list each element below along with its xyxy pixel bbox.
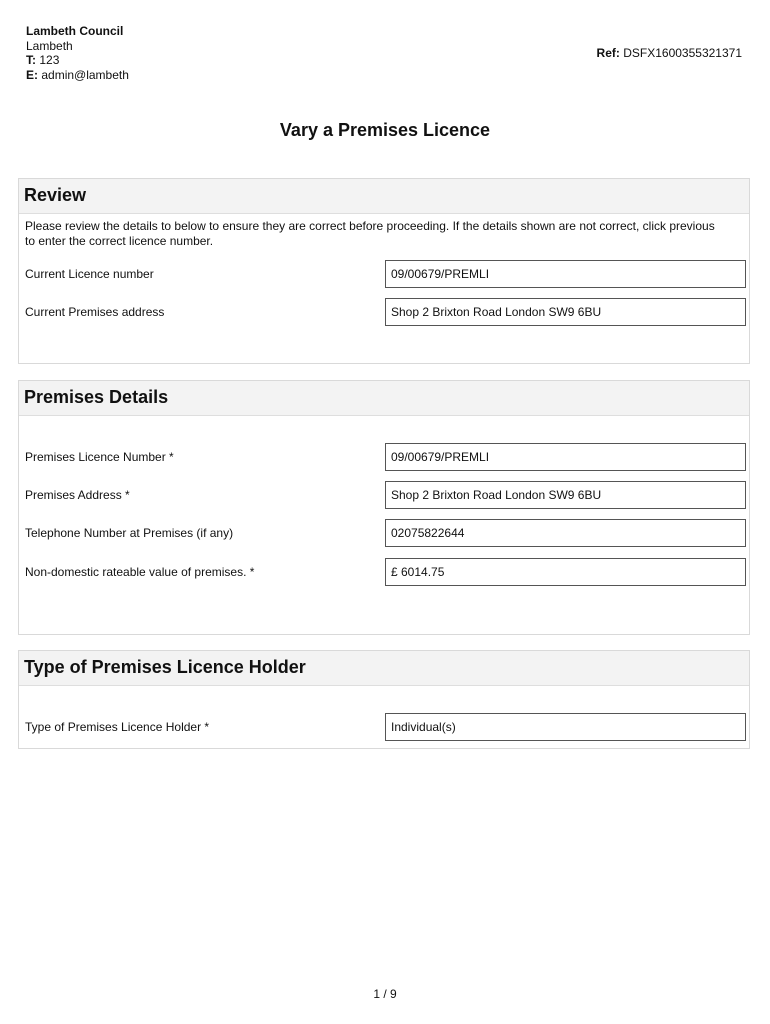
current-licence-number-field[interactable]: 09/00679/PREMLI bbox=[385, 260, 746, 288]
reference bbox=[597, 46, 742, 60]
council-name: Lambeth Council bbox=[26, 24, 124, 38]
field-label: Type of Premises Licence Holder * bbox=[25, 720, 210, 734]
premises-address-field[interactable]: Shop 2 Brixton Road London SW9 6BU bbox=[385, 481, 746, 509]
premises-telephone-field[interactable]: 02075822644 bbox=[385, 519, 746, 547]
premises-details-section bbox=[18, 380, 750, 635]
field-row-licence-number bbox=[19, 443, 749, 471]
field-label: Non-domestic rateable value of premises. * bbox=[25, 565, 255, 579]
licence-holder-section bbox=[18, 650, 750, 749]
ref-value: DSFX1600355321371 bbox=[623, 46, 742, 60]
review-intro: Please review the details to below to ensure they are correct before proceeding. If the details shown are not correct, click previous to enter the correct licence number. bbox=[25, 219, 715, 248]
email-value: admin@lambeth bbox=[41, 67, 129, 82]
field-label: Current Premises address bbox=[25, 305, 165, 319]
field-row-holder-type bbox=[19, 713, 749, 741]
council-phone bbox=[26, 53, 129, 68]
council-area: Lambeth bbox=[26, 38, 73, 53]
field-label: Current Licence number bbox=[25, 267, 154, 281]
field-row-current-licence bbox=[19, 260, 749, 288]
field-row-telephone bbox=[19, 519, 749, 547]
field-row-premises-address bbox=[19, 481, 749, 509]
council-email bbox=[26, 68, 129, 83]
field-label: Telephone Number at Premises (if any) bbox=[25, 526, 234, 540]
review-heading: Review bbox=[19, 179, 749, 214]
current-premises-address-field[interactable]: Shop 2 Brixton Road London SW9 6BU bbox=[385, 298, 746, 326]
council-header bbox=[26, 24, 129, 82]
ref-label: Ref: bbox=[596, 46, 620, 60]
field-label: Premises Address * bbox=[25, 488, 130, 502]
email-label: E: bbox=[26, 67, 38, 82]
rateable-value-field[interactable]: £ 6014.75 bbox=[385, 558, 746, 586]
review-section bbox=[18, 178, 750, 364]
page-number: 1 / 9 bbox=[373, 987, 397, 1001]
page-title: Vary a Premises Licence bbox=[279, 120, 491, 140]
phone-label: T: bbox=[26, 53, 36, 67]
premises-licence-number-field[interactable]: 09/00679/PREMLI bbox=[385, 443, 746, 471]
premises-heading: Premises Details bbox=[19, 381, 749, 416]
licence-holder-type-field[interactable]: Individual(s) bbox=[385, 713, 746, 741]
holder-heading: Type of Premises Licence Holder bbox=[19, 651, 749, 686]
field-row-rateable-value bbox=[19, 558, 749, 586]
phone-value: 123 bbox=[39, 53, 60, 67]
field-label: Premises Licence Number * bbox=[25, 450, 174, 464]
field-row-current-address bbox=[19, 298, 749, 326]
